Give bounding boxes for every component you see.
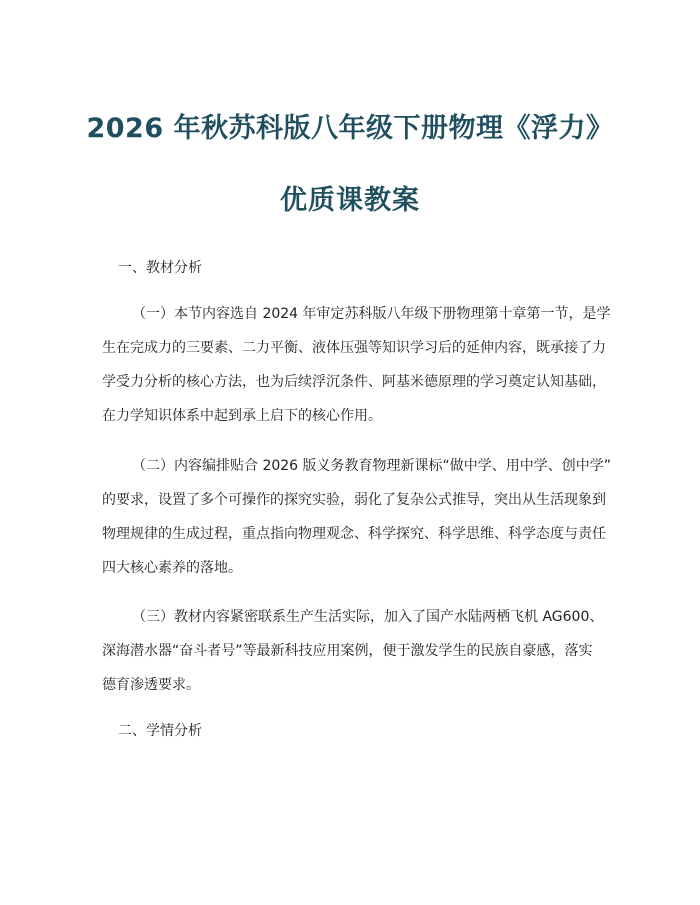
paragraph-line: 德育渗透要求。 [102,677,200,693]
section-heading-learner-analysis: 二、学情分析 [118,723,202,739]
paragraph-line: 物理规律的生成过程，重点指向物理观念、科学探究、科学思维、科学态度与责任 [102,526,606,542]
paragraph-1 [102,297,611,433]
document-title-line-2: 优质课教案 [280,185,420,216]
paragraph-line: 生在完成力的三要素、二力平衡、液体压强等知识学习后的延伸内容，既承接了力 [102,340,606,356]
paragraph-line: 的要求，设置了多个可操作的探究实验，弱化了复杂公式推导，突出从生活现象到 [102,492,606,508]
document-title-line-1: 2026 年秋苏科版八年级下册物理《浮力》 [86,113,614,144]
paragraph-line: 学受力分析的核心方法，也为后续浮沉条件、阿基米德原理的学习奠定认知基础， [102,374,606,390]
paragraph-line: （一）本节内容选自 2024 年审定苏科版八年级下册物理第十章第一节，是学 [132,306,611,322]
paragraph-3 [102,600,602,702]
paragraph-line: 深海潜水器“奋斗者号”等最新科技应用案例，便于激发学生的民族自豪感，落实 [102,643,593,659]
paragraph-line: 四大核心素养的落地。 [102,560,242,576]
paragraph-line: （二）内容编排贴合 2026 版义务教育物理新课标“做中学、用中学、创中学” [132,458,612,474]
paragraph-line: 在力学知识体系中起到承上启下的核心作用。 [102,408,382,424]
paragraph-line: （三）教材内容紧密联系生产生活实际，加入了国产水陆两栖飞机 AG600、 [132,609,604,625]
section-heading-textbook-analysis: 一、教材分析 [118,260,202,276]
paragraph-2 [102,449,612,585]
